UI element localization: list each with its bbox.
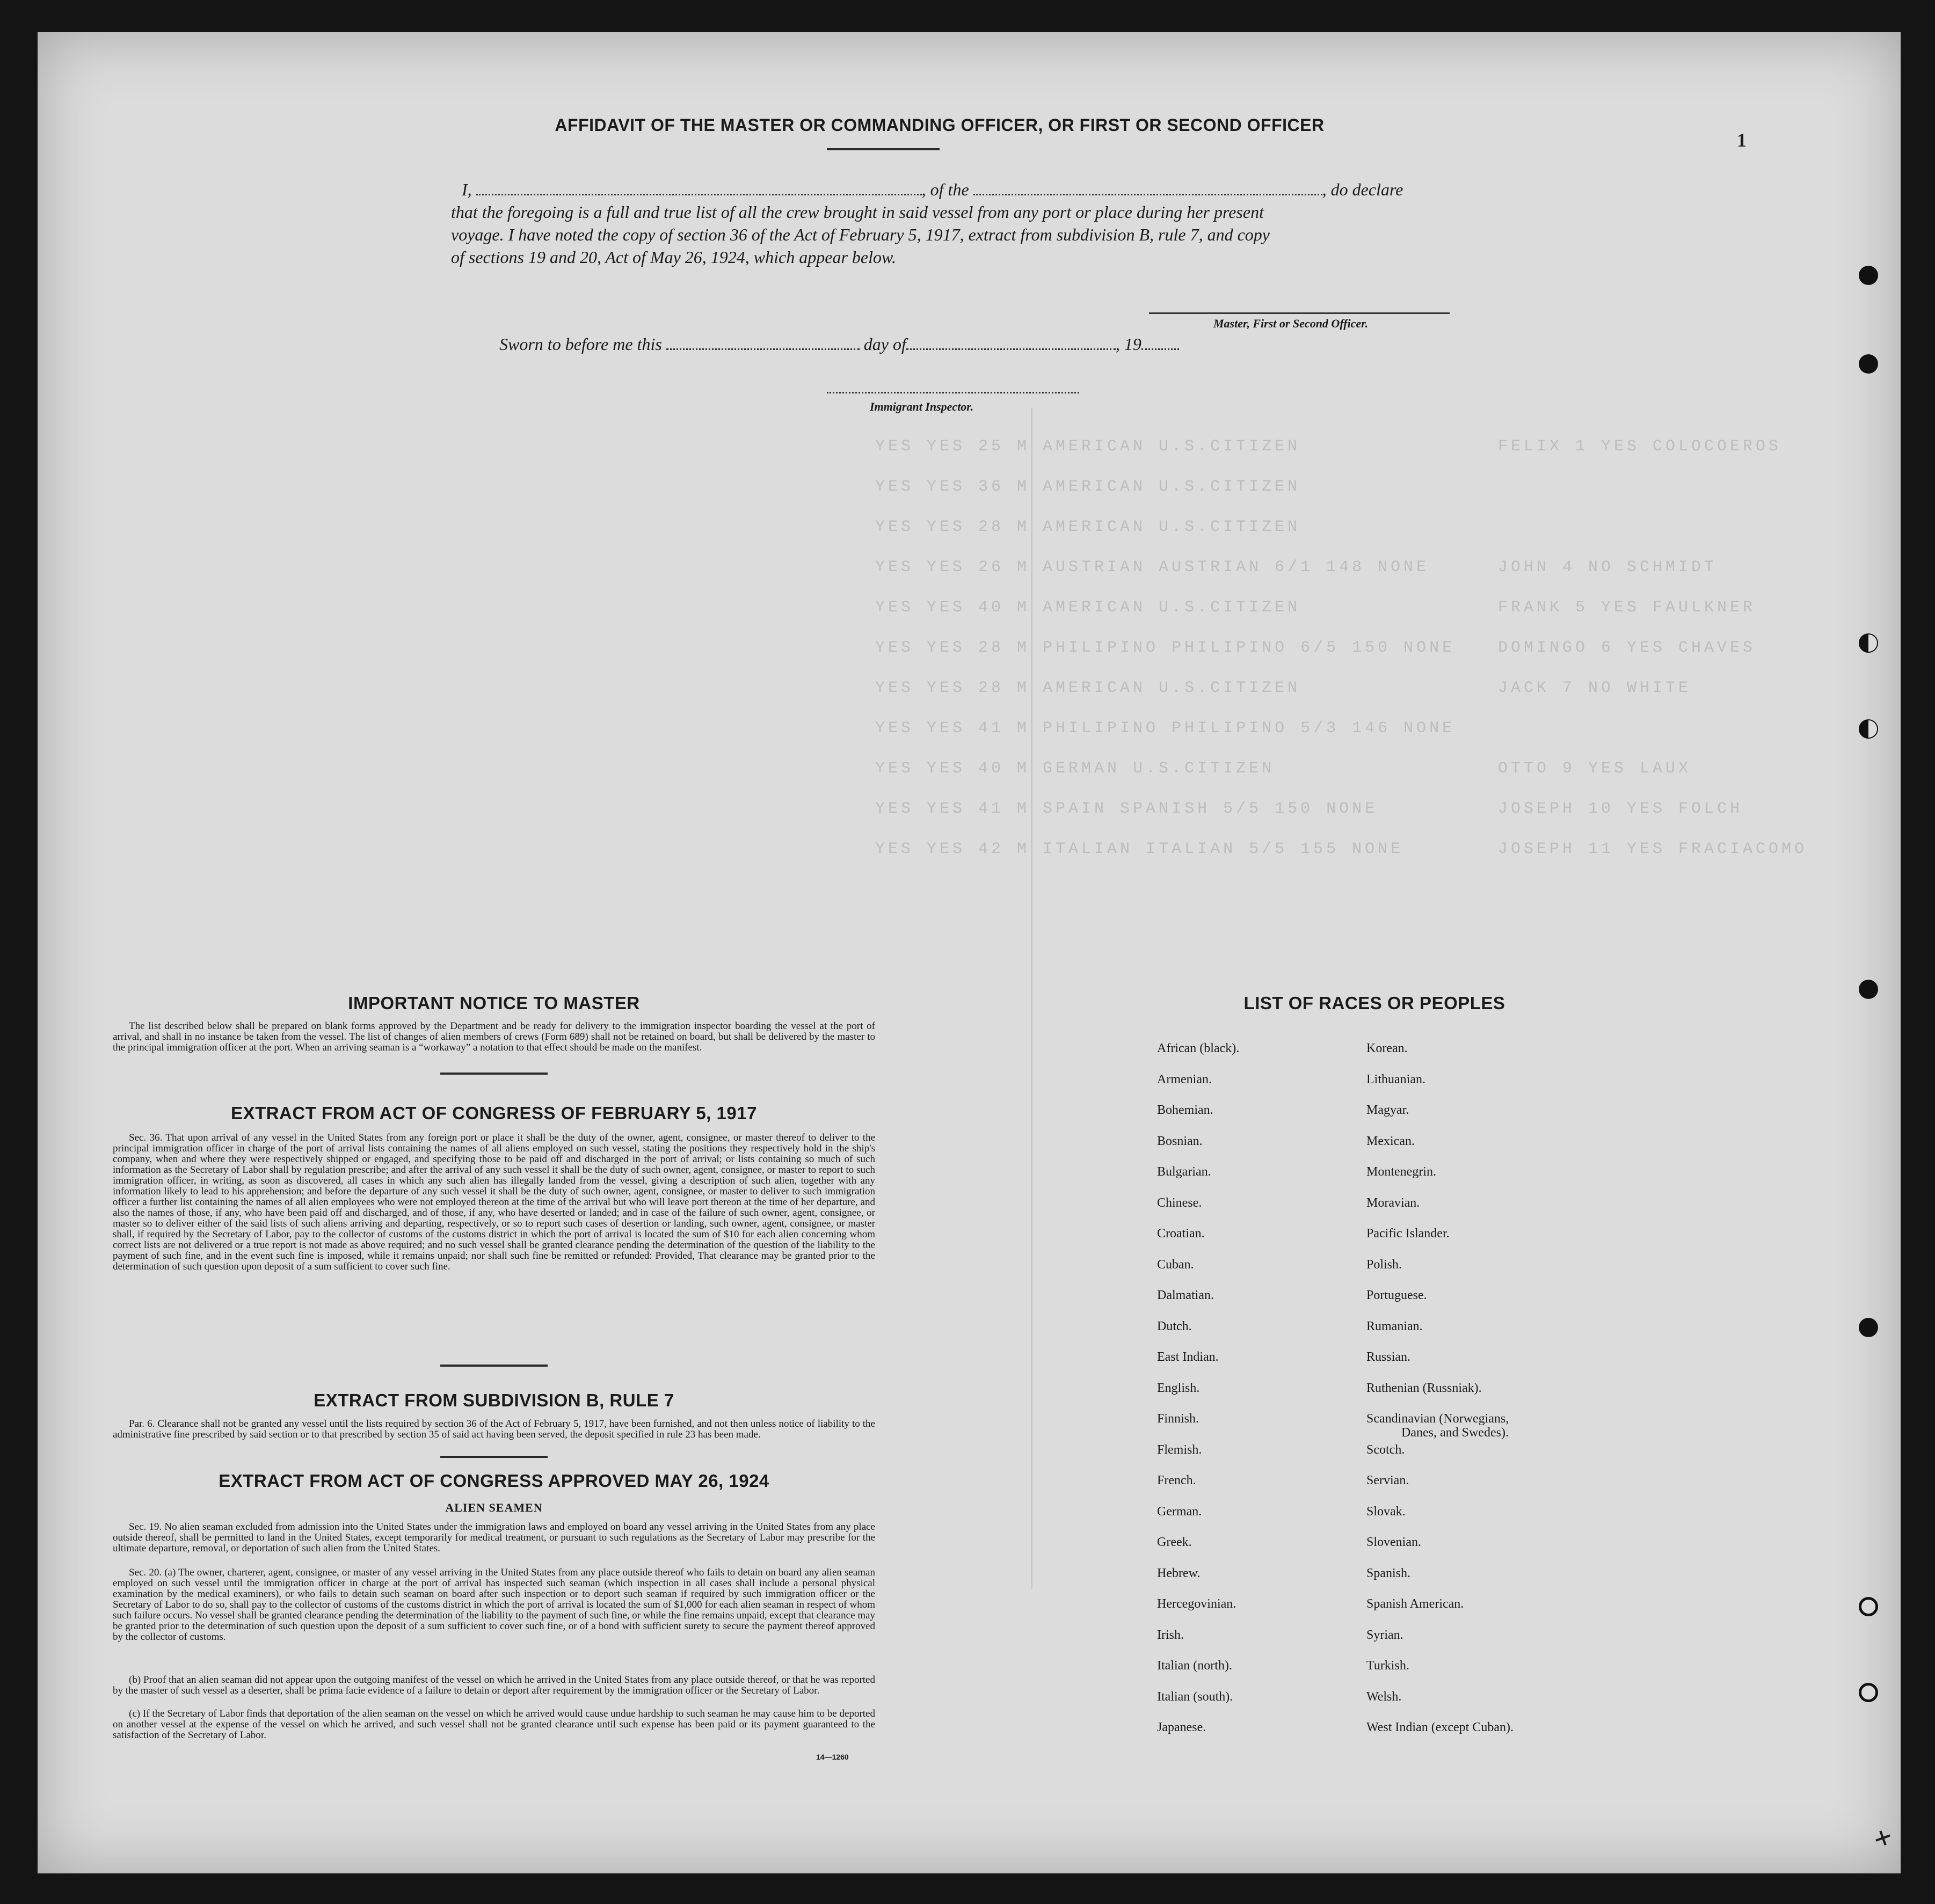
declarant-prefix: I,	[462, 180, 472, 199]
notice-text: The list described below shall be prepared on blank forms approved by the Department and be ready for delivery to the immigration inspector boarding the vessel at the port of arrival, and shall in no instance be taken from the vessel. The list of changes of alien members of crews (Form 689) shall not be retained on board, but shall be delivered by the master to the principal immigration officer at the port. When an arriving seaman is a “workaway” a notation to that effect should be made on the manifest.	[113, 1020, 875, 1053]
margin-mark: 1	[1737, 129, 1747, 151]
binder-hole	[1859, 719, 1878, 739]
notice-title: IMPORTANT NOTICE TO MASTER	[348, 993, 640, 1013]
extract-1924-sec20a: Sec. 20. (a) The owner, charterer, agent, consignee, or master of any vessel arriving in the United States from any place outside thereof who fails to detain on board any alien seaman employed on such vessel until the immigration officer in charge at the port of arrival has inspected such seaman (which inspection in all cases shall include a personal physical examination by the medical examiners), or who fails to detain such seaman on board after such inspection or to deport such seaman if required by such immigration officer or the Secretary of Labor to do so, shall pay to the collector of customs of the customs district in which the port of arrival is located the sum of $1,000 for each alien seaman in respect of whom such failure occurs. No vessel shall be granted clearance pending the determination of the liability to the payment of such fine, or while the fine remains unpaid, except that clearance may be granted prior to the determination of such question upon the deposit of a sum sufficient to cover such fine, or of a bond with sufficient surety to secure the payment thereof approved by the collector of customs.	[113, 1567, 875, 1643]
race-item: Spanish American.	[1366, 1597, 1464, 1611]
race-item: Slovenian.	[1366, 1535, 1421, 1549]
race-item: Irish.	[1157, 1628, 1184, 1642]
affidavit-line-3: voyage. I have noted the copy of section 36 of the Act of February 5, 1917, extract from subdivision B, rule 7, and copy	[451, 225, 1270, 244]
extract-rule7-title: EXTRACT FROM SUBDIVISION B, RULE 7	[314, 1390, 674, 1410]
race-item: African (black).	[1157, 1041, 1240, 1055]
race-item: Slovak.	[1366, 1504, 1406, 1519]
ghost-text: FELIX 1 YES COLOCOEROS	[1498, 437, 1782, 456]
affidavit-title: AFFIDAVIT OF THE MASTER OR COMMANDING OFFICER, OR FIRST OR SECOND OFFICER	[555, 115, 1325, 135]
year-prefix: , 19	[1115, 334, 1141, 354]
race-item: German.	[1157, 1504, 1202, 1519]
race-item: Portuguese.	[1366, 1288, 1427, 1302]
race-item: Dalmatian.	[1157, 1288, 1214, 1302]
extract-1917-text: Sec. 36. That upon arrival of any vessel in the United States from any foreign port or place it shall be the duty of the owner, agent, consignee, or master thereof to deliver to the principal immigration officer in charge of the port of arrival lists containing the names of all aliens employed on such vessel, stating the positions they respectively hold in the ship's company, when and where they were respectively shipped or engaged, and specifying those to be paid off and discharged in the port of arrival; or lists containing so much of such information as the Secretary of Labor shall by regulation prescribe; and after the arrival of any such vessel it shall be the duty of such owner, agent, consignee, or master to report to such immigration officer, in writing, as soon as discovered, all cases in which any such alien has illegally landed from the vessel, giving a description of such alien, together with any information likely to lead to his apprehension; and before the departure of any such vessel it shall be the duty of such owner, agent, consignee, or master to deliver to such immigration officer a further list containing the names of all alien employees who were not employed thereon at the time of the arrival but who will leave port thereon at the time of her departure, and also the names of those, if any, who have been paid off and discharged, and of those, if any, who have deserted or landed; and in case of the failure of such owner, agent, consignee, or master so to deliver either of the said lists of such aliens arriving and departing, respectively, or so to report such cases of desertion or landing, such owner, agent, consignee, or master shall, if required by the Secretary of Labor, pay to the collector of customs of the customs district in which the port of arrival is located the sum of $10 for each alien concerning whom correct lists are not delivered or a true report is not made as above required; and no such vessel shall be granted clearance pending the determination of the question of the liability to the payment of such fine, and in the event such fine is imposed, while it remains unpaid; nor shall such fine be remitted or refunded: Provided, That clearance may be granted prior to the determination of such question upon deposit of a sum sufficient to cover such fine.	[113, 1132, 875, 1272]
binder-hole	[1859, 633, 1878, 653]
master-signature-line	[1149, 312, 1450, 314]
ghost-text: YES YES 36 M AMERICAN U.S.CITIZEN	[875, 478, 1301, 496]
race-item: Montenegrin.	[1366, 1165, 1436, 1179]
sworn-line	[499, 333, 1179, 355]
affidavit-line-4: of sections 19 and 20, Act of May 26, 1924, which appear below.	[451, 247, 896, 267]
race-item: Dutch.	[1157, 1319, 1192, 1333]
ghost-column-line	[1031, 408, 1032, 1589]
vessel-prefix: , of the	[921, 180, 969, 199]
inspector-signature-line	[827, 392, 1079, 393]
race-item: Korean.	[1366, 1041, 1408, 1055]
race-item: Moravian.	[1366, 1195, 1420, 1210]
race-item: Japanese.	[1157, 1720, 1206, 1734]
sworn-text: Sworn to before me this	[499, 334, 662, 354]
vessel-name-blank	[973, 194, 1322, 195]
race-item: Cuban.	[1157, 1257, 1194, 1272]
binder-hole	[1859, 1318, 1878, 1337]
section-divider	[440, 1073, 548, 1075]
ghost-text: JOSEPH 11 YES FRACIACOMO	[1498, 840, 1808, 858]
sworn-month-blank	[906, 348, 1116, 350]
race-item: French.	[1157, 1473, 1196, 1487]
ghost-text: YES YES 28 M AMERICAN U.S.CITIZEN	[875, 518, 1301, 536]
race-item: Pacific Islander.	[1366, 1227, 1450, 1241]
race-item: Welsh.	[1366, 1689, 1402, 1704]
race-item: Bohemian.	[1157, 1103, 1213, 1117]
race-item: Spanish.	[1366, 1566, 1411, 1580]
extract-rule7-text: Par. 6. Clearance shall not be granted any vessel until the lists required by section 36 of the Act of February 5, 1917, have been furnished, and not then unless notice of liability to the administrative fine prescribed by said section or to that prescribed by section 35 of said act having been served, the deposit specified in rule 23 has been made.	[113, 1418, 875, 1440]
race-item: Croatian.	[1157, 1227, 1205, 1241]
race-item: Lithuanian.	[1366, 1072, 1425, 1086]
ghost-text: YES YES 41 M PHILIPINO PHILIPINO 5/3 146 NONE	[875, 719, 1456, 738]
binder-hole	[1859, 354, 1878, 374]
binder-hole	[1859, 1597, 1878, 1616]
race-item: Polish.	[1366, 1257, 1402, 1272]
ghost-text: OTTO 9 YES LAUX	[1498, 760, 1692, 778]
race-item: Hercegovinian.	[1157, 1597, 1236, 1611]
title-underline	[827, 148, 940, 150]
declarant-name-blank	[476, 194, 922, 195]
ghost-text: YES YES 41 M SPAIN SPANISH 5/5 150 NONE	[875, 800, 1378, 818]
race-item: Italian (south).	[1157, 1689, 1233, 1704]
ghost-text: DOMINGO 6 YES CHAVES	[1498, 639, 1756, 657]
ghost-text: YES YES 40 M AMERICAN U.S.CITIZEN	[875, 599, 1301, 617]
ghost-text: YES YES 25 M AMERICAN U.S.CITIZEN	[875, 437, 1301, 456]
sworn-year-blank	[1141, 348, 1179, 350]
ghost-text: JOSEPH 10 YES FOLCH	[1498, 800, 1743, 818]
ghost-text: JOHN 4 NO SCHMIDT	[1498, 558, 1718, 577]
race-item: Finnish.	[1157, 1412, 1199, 1426]
ghost-text: YES YES 42 M ITALIAN ITALIAN 5/5 155 NONE	[875, 840, 1404, 858]
inspector-label: Immigrant Inspector.	[870, 400, 974, 413]
race-item: Scandinavian (Norwegians,	[1366, 1412, 1509, 1426]
extract-1924-sec20b: (b) Proof that an alien seaman did not appear upon the outgoing manifest of the vessel on which he arrived in the United States from any place outside thereof, or that he was reported by the master of such vessel as a deserter, shall be prima facie evidence of a failure to detain or deport after requirement by the immigration officer or the Secretary of Labor.	[113, 1674, 875, 1696]
races-title: LIST OF RACES OR PEOPLES	[1243, 993, 1505, 1013]
binder-hole	[1859, 1683, 1878, 1702]
race-item: Turkish.	[1366, 1659, 1409, 1673]
binder-hole	[1859, 980, 1878, 999]
race-item: Scotch.	[1366, 1442, 1405, 1457]
ghost-text: YES YES 40 M GERMAN U.S.CITIZEN	[875, 760, 1275, 778]
document-page	[38, 32, 1901, 1873]
race-item: Hebrew.	[1157, 1566, 1201, 1580]
form-number: 14—1260	[816, 1753, 849, 1761]
race-item: Ruthenian (Russniak).	[1366, 1381, 1482, 1395]
ghost-text: FRANK 5 YES FAULKNER	[1498, 599, 1756, 617]
section-divider	[440, 1365, 548, 1367]
race-item: English.	[1157, 1381, 1200, 1395]
extract-1924-sec20c: (c) If the Secretary of Labor finds that deportation of the alien seaman on the vessel on which he arrived would cause undue hardship to such seaman he may cause him to be deported on another vessel at the expense of the vessel on which he arrived, and such vessel shall not be granted clearance until such expense has been paid or its payment guaranteed to the satisfaction of the Secretary of Labor.	[113, 1708, 875, 1741]
race-item: Mexican.	[1366, 1134, 1415, 1148]
race-item: Rumanian.	[1366, 1319, 1423, 1333]
ghost-text: YES YES 28 M AMERICAN U.S.CITIZEN	[875, 679, 1301, 697]
race-item: Flemish.	[1157, 1442, 1202, 1457]
race-item: Russian.	[1366, 1350, 1411, 1364]
extract-1924-subtitle: ALIEN SEAMEN	[445, 1501, 543, 1514]
race-item: Magyar.	[1366, 1103, 1409, 1117]
race-item: West Indian (except Cuban).	[1366, 1720, 1514, 1734]
race-item: Bulgarian.	[1157, 1165, 1211, 1179]
ghost-text: YES YES 28 M PHILIPINO PHILIPINO 6/5 150 NONE	[875, 639, 1456, 657]
corner-mark: +	[1868, 1818, 1898, 1858]
race-item: East Indian.	[1157, 1350, 1219, 1364]
declare-text: , do declare	[1322, 180, 1403, 199]
race-item: Greek.	[1157, 1535, 1192, 1549]
ghost-text: YES YES 26 M AUSTRIAN AUSTRIAN 6/1 148 NONE	[875, 558, 1430, 577]
race-item: Syrian.	[1366, 1628, 1403, 1642]
affidavit-line-1	[462, 178, 1525, 201]
extract-1924-sec19: Sec. 19. No alien seaman excluded from admission into the United States under the immigration laws and employed on board any vessel arriving in the United States from any place outside thereof, shall be permitted to land in the United States, except temporarily for medical treatment, or pursuant to such regulations as the Secretary of Labor may prescribe for the ultimate departure, removal, or deportation of such alien from the United States.	[113, 1521, 875, 1554]
race-item: Armenian.	[1157, 1072, 1212, 1086]
master-label: Master, First or Second Officer.	[1213, 317, 1369, 330]
race-item: Italian (north).	[1157, 1659, 1232, 1673]
sworn-day-blank	[666, 348, 860, 350]
extract-1924-title: EXTRACT FROM ACT OF CONGRESS APPROVED MAY 26, 1924	[219, 1471, 769, 1491]
race-scandinavian-cont: Danes, and Swedes).	[1401, 1426, 1509, 1440]
affidavit-line-2: that the foregoing is a full and true list of all the crew brought in said vessel from any port or place during her present	[451, 202, 1264, 222]
race-item: Bosnian.	[1157, 1134, 1203, 1148]
extract-1917-title: EXTRACT FROM ACT OF CONGRESS OF FEBRUARY 5, 1917	[231, 1103, 757, 1123]
ghost-text: JACK 7 NO WHITE	[1498, 679, 1692, 697]
binder-hole	[1859, 266, 1878, 285]
section-divider	[440, 1456, 548, 1458]
race-item: Servian.	[1366, 1473, 1409, 1487]
day-of-text: day of	[863, 334, 906, 354]
race-item: Chinese.	[1157, 1195, 1202, 1210]
